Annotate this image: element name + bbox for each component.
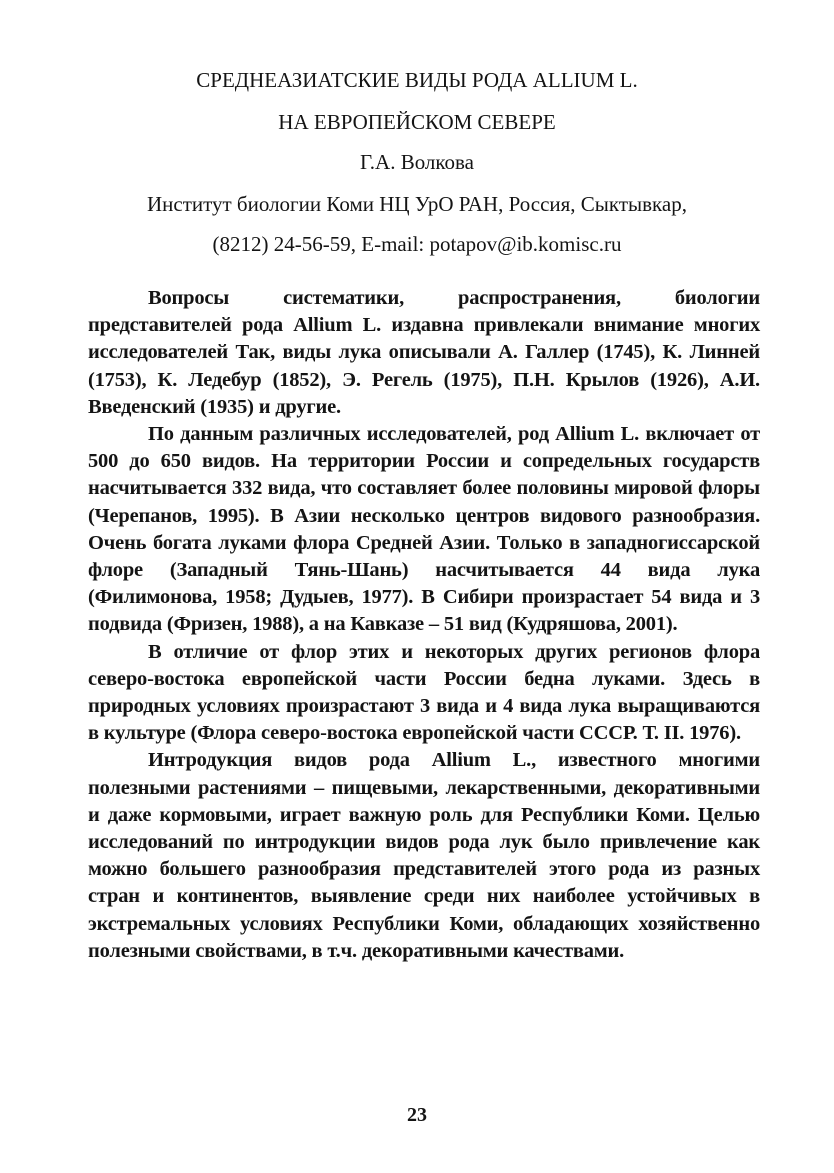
title-line-1: СРЕДНЕАЗИАТСКИЕ ВИДЫ РОДА ALLIUM L. (196, 68, 638, 92)
author-affiliation: Институт биологии Коми НЦ УрО РАН, Россия, Сыктывкар, (146, 192, 688, 216)
author-contact: (8212) 24-56-59, E-mail: potapov@ib.komisc.ru (212, 232, 622, 256)
article-body (88, 285, 760, 965)
paragraph-1: Вопросы систематики, распространения, биологии представителей рода Allium L. издавна привлекали внимание многих исследователей Так, виды лука описывали А. Галлер (1745), К. Линней (1753), К. Ледебур (1852), Э. Регель (1975), П.Н. Крылов (1926), А.И. Введенский (1935) и другие. (88, 287, 760, 418)
author-name: Г.А. Волкова (360, 150, 474, 174)
title-line-2: НА ЕВРОПЕЙСКОМ СЕВЕРЕ (278, 110, 556, 134)
paragraph-4: Интродукция видов рода Allium L., известного многими полезными растениями – пищевыми, лекарственными, декоративными и даже кормовыми, играет важную роль для Республики Коми. Целью исследований по интродукции видов рода лук было привлечение как можно большего разнообразия представителей этого рода из разных стран и континентов, выявление среди них наиболее устойчивых в экстремальных условиях Республики Коми, обладающих хозяйственно полезными свойствами, в т.ч. декоративными качествами. (88, 749, 760, 962)
page-number: 23 (407, 1104, 427, 1126)
paragraph-2: По данным различных исследователей, род Allium L. включает от 500 до 650 видов. На территории России и сопредельных государств насчитывается 332 вида, что составляет более половины мировой флоры (Черепанов, 1995). В Азии несколько центров видового разнообразия. Очень богата луками флора Средней Азии. Только в западногиссарской флоре (Западный Тянь-Шань) насчитывается 44 вида лука (Филимонова, 1958; Дудыев, 1977). В Сибири произрастает 54 вида и 3 подвида (Фризен, 1988), а на Кавказе – 51 вид (Кудряшова, 2001). (88, 423, 760, 636)
paragraph-3: В отличие от флор этих и некоторых других регионов флора северо-востока европейской части России бедна луками. Здесь в природных условиях произрастают 3 вида и 4 вида лука выращиваются в культуре (Флора северо-востока европейской части СССР. Т. II. 1976). (88, 640, 760, 745)
